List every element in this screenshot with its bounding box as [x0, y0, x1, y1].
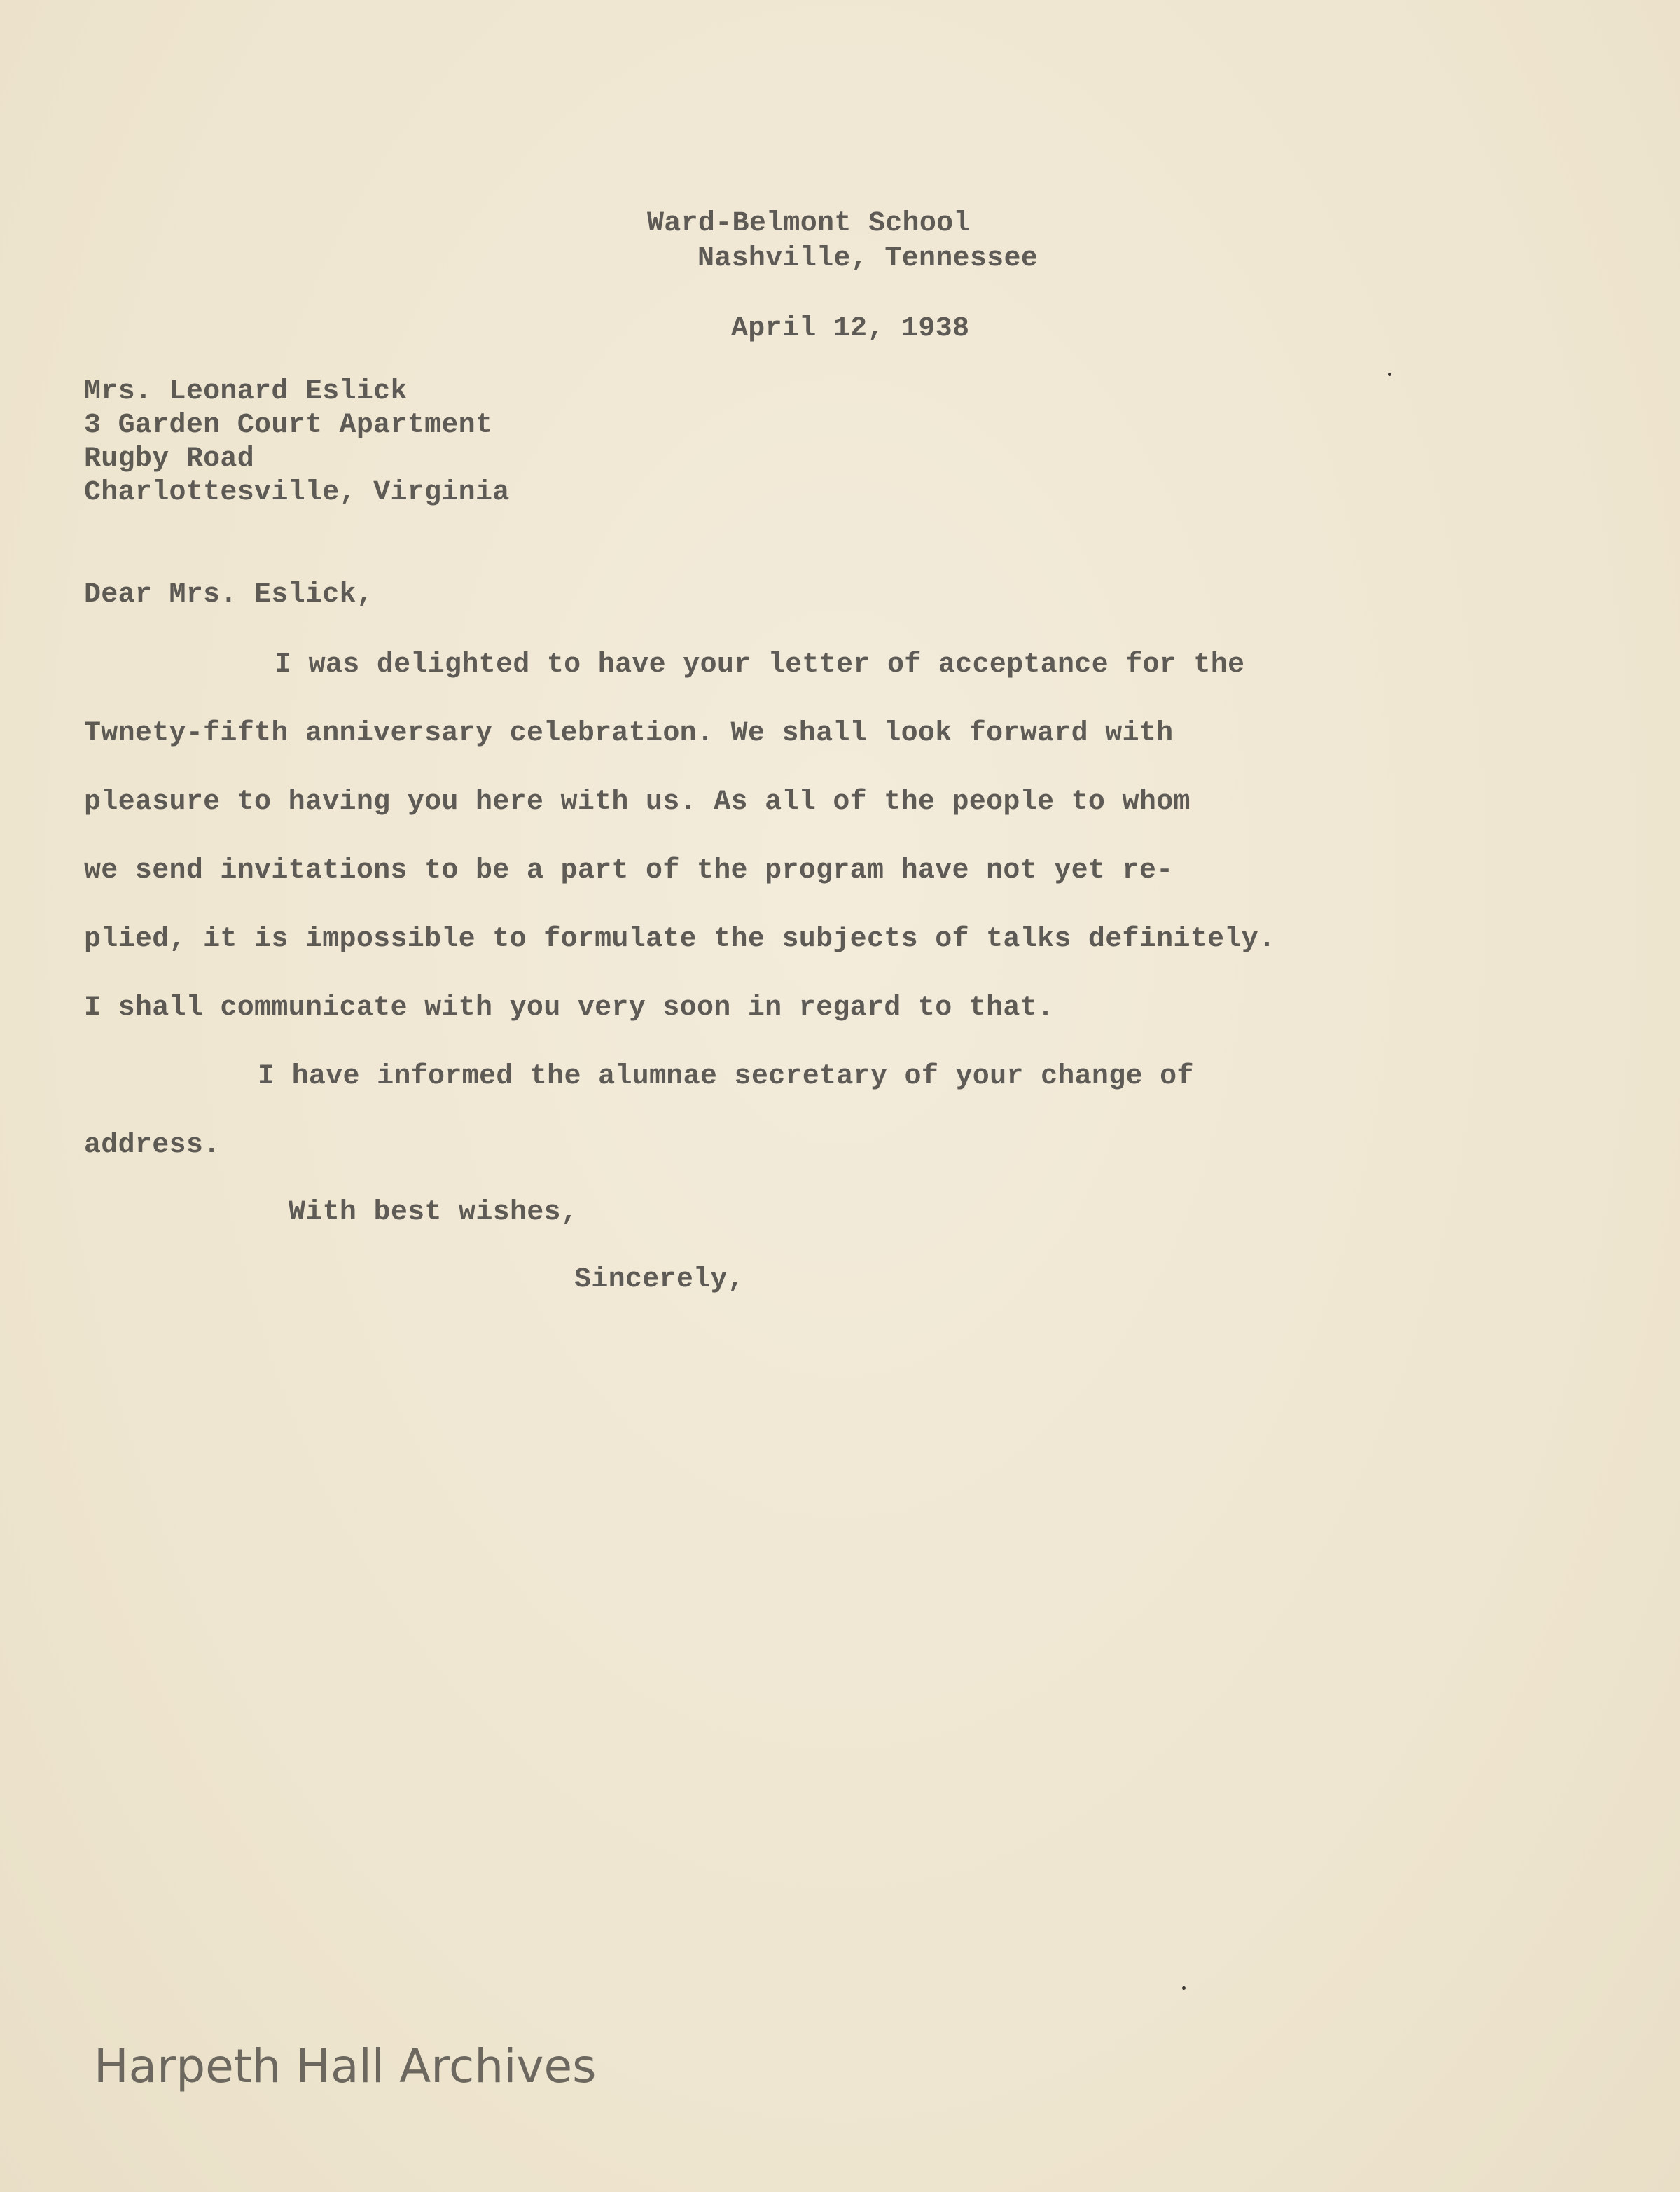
recipient-address-line1: 3 Garden Court Apartment	[84, 410, 493, 441]
body-line: Twnety-fifth anniversary celebration. We shall look forward with	[84, 718, 1174, 749]
body-line: I have informed the alumnae secretary of your change of	[258, 1061, 1194, 1092]
closing: With best wishes,	[289, 1197, 578, 1228]
body-line: I was delighted to have your letter of acceptance for the	[275, 649, 1245, 681]
body-line: address.	[84, 1130, 221, 1161]
letterhead-location: Nashville, Tennessee	[697, 243, 1039, 275]
body-line: I shall communicate with you very soon in regard to that.	[84, 992, 1055, 1024]
body-line: pleasure to having you here with us. As all of the people to whom	[84, 786, 1190, 818]
signoff: Sincerely,	[574, 1264, 745, 1296]
recipient-city-state: Charlottesville, Virginia	[84, 477, 510, 508]
letterhead-school: Ward-Belmont School	[647, 208, 971, 240]
body-line: we send invitations to be a part of the program have not yet re-	[84, 855, 1174, 887]
letter-date: April 12, 1938	[731, 313, 970, 345]
recipient-address-line2: Rugby Road	[84, 443, 255, 475]
salutation: Dear Mrs. Eslick,	[84, 579, 374, 611]
body-line: plied, it is impossible to formulate the subjects of talks definitely.	[84, 924, 1276, 955]
recipient-name: Mrs. Leonard Eslick	[84, 376, 408, 408]
archive-watermark: Harpeth Hall Archives	[94, 2039, 597, 2093]
paper-speck	[1182, 1986, 1186, 1990]
paper-speck	[1388, 373, 1391, 376]
